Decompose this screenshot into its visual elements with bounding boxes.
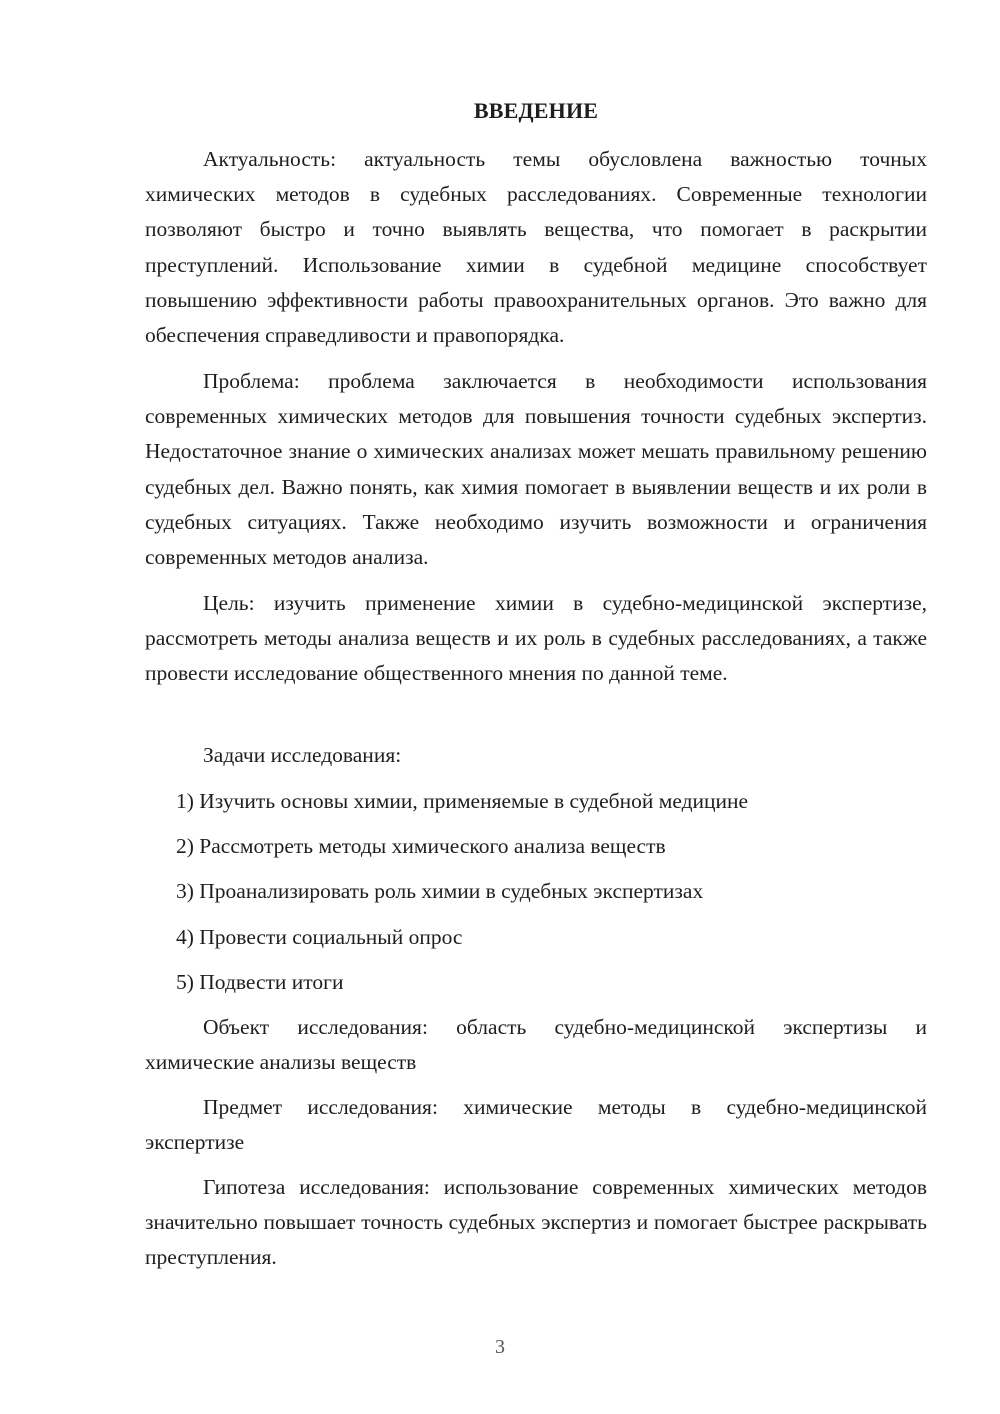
paragraph-object: Объект исследования: область судебно-медицинской экспертизы и химические анализы веществ: [145, 1015, 927, 1075]
page-number: 3: [495, 1336, 505, 1358]
paragraph-relevance: Актуальность: актуальность темы обусловлена важностью точных химических методов в судебных расследованиях. Современные технологии позволяют быстро и точно выявлять вещества, что помогает в раскрытии преступлений. Использование химии в судебной медицине способствует повышению эффективности работы правоохранительных органов. Это важно для обеспечения справедливости и правопорядка.: [145, 147, 927, 348]
list-item: 3) Проанализировать роль химии в судебных экспертизах: [176, 879, 704, 903]
page-title: ВВЕДЕНИЕ: [473, 98, 599, 123]
paragraph-goal: Цель: изучить применение химии в судебно-медицинской экспертизе, рассмотреть методы анализа веществ и их роль в судебных расследованиях, а также провести исследование общественного мнения по данной теме.: [145, 591, 927, 686]
tasks-heading: Задачи исследования:: [203, 743, 402, 767]
paragraph-problem: Проблема: проблема заключается в необходимости использования современных химических методов для повышения точности судебных экспертиз. Недостаточное знание о химических анализах может мешать правильному решению судебных дел. Важно понять, как химия помогает в выявлении веществ и их роли в судебных ситуациях. Также необходимо изучить возможности и ограничения современных методов анализа.: [145, 369, 927, 570]
list-item: 5) Подвести итоги: [176, 970, 344, 994]
paragraph-hypothesis: Гипотеза исследования: использование современных химических методов значительно повышает точность судебных экспертиз и помогает быстрее раскрывать преступления.: [145, 1175, 927, 1270]
list-item: 1) Изучить основы химии, применяемые в судебной медицине: [176, 789, 749, 813]
list-item: 4) Провести социальный опрос: [176, 925, 463, 949]
paragraph-subject: Предмет исследования: химические методы в судебно-медицинской экспертизе: [145, 1095, 927, 1155]
list-item: 2) Рассмотреть методы химического анализа веществ: [176, 834, 666, 858]
